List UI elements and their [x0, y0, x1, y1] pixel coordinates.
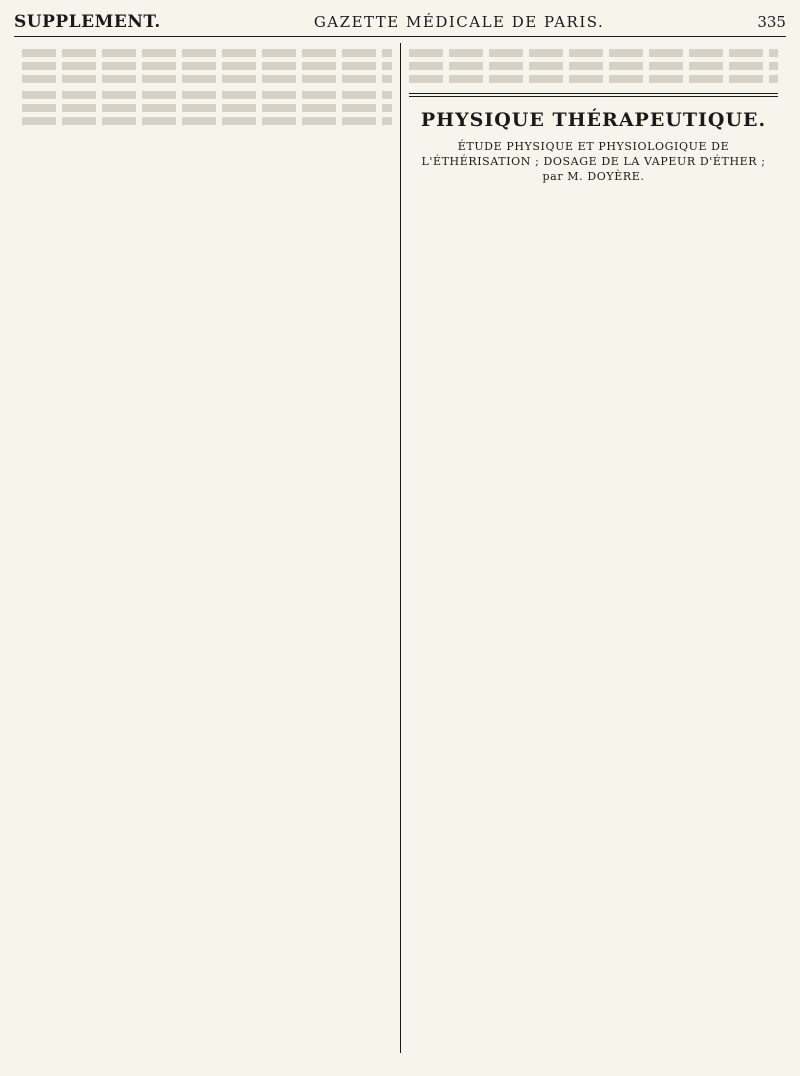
right-unreadable-block [409, 49, 778, 83]
left-unreadable-block-2 [22, 91, 392, 125]
page-number: 335 [757, 13, 786, 31]
supplement-label: SUPPLEMENT. [14, 12, 161, 32]
right-column [400, 43, 786, 1053]
article-title-text: ÉTUDE PHYSIQUE ET PHYSIOLOGIQUE DE L'ÉTHÉRISATION ; DOSAGE DE LA VAPEUR D'ÉTHER ; [421, 140, 766, 168]
journal-title: GAZETTE MÉDICALE DE PARIS. [313, 13, 605, 31]
article-byline: par M. DOYÈRE. [542, 170, 645, 183]
section-divider [409, 93, 778, 97]
article-title [413, 139, 774, 184]
left-unreadable-block-1 [22, 49, 392, 83]
left-column [14, 43, 400, 1053]
section-title: PHYSIQUE THÉRAPEUTIQUE. [420, 109, 767, 131]
two-column-layout [14, 43, 786, 1053]
running-head [14, 12, 786, 37]
